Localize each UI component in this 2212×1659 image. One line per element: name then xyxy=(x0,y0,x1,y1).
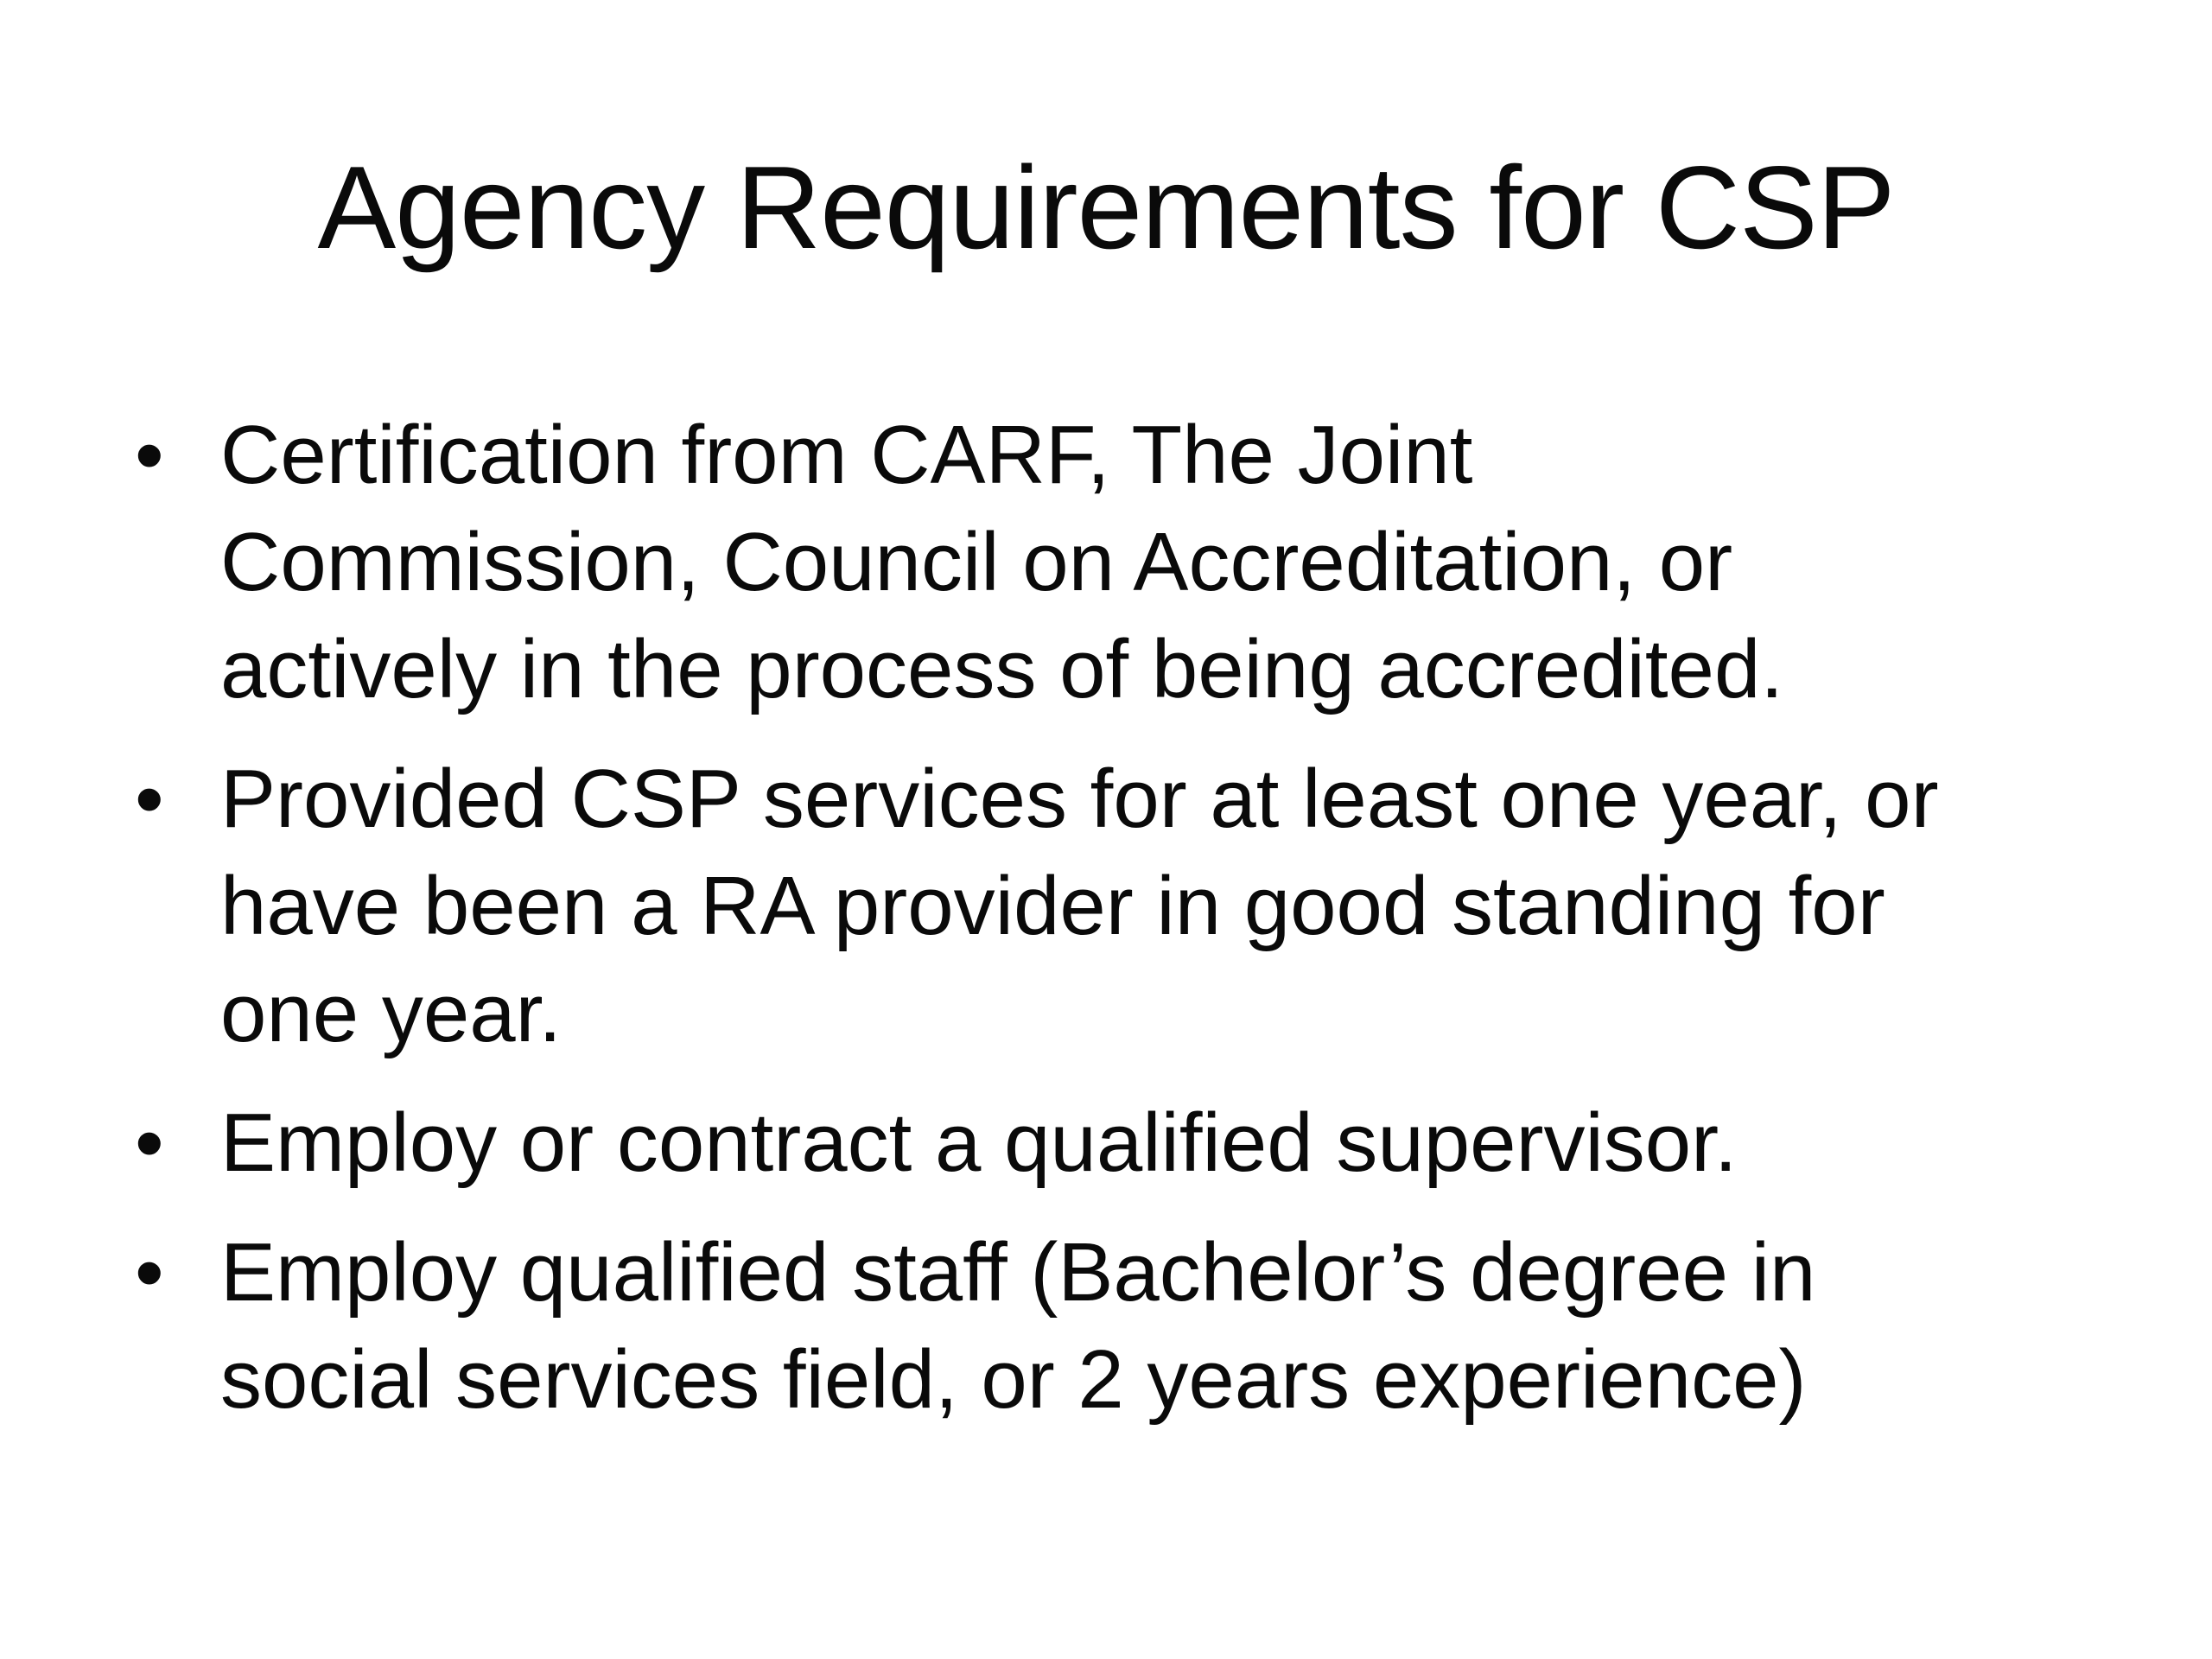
bullet-line: Certification from CARF, The Joint xyxy=(220,409,1473,501)
bullet-line: actively in the process of being accredited. xyxy=(220,623,1783,715)
bullet-line: Employ qualified staff (Bachelor’s degree in xyxy=(220,1226,1816,1319)
bullet-icon: • xyxy=(135,753,164,845)
slide-title: Agency Requirements for CSP xyxy=(317,142,1895,273)
bullet-item-supervisor xyxy=(130,1090,2117,1197)
bullet-line: Employ or contract a qualified supervisor. xyxy=(220,1096,1738,1189)
bullet-icon: • xyxy=(135,1096,164,1189)
bullet-icon: • xyxy=(135,1226,164,1319)
bullet-line: Commission, Council on Accreditation, or xyxy=(220,516,1733,608)
bullet-item-staff xyxy=(130,1219,2117,1433)
bullet-line: Provided CSP services for at least one year, or xyxy=(220,753,1939,845)
bullet-item-experience xyxy=(130,746,2117,1067)
bullet-list xyxy=(130,402,2117,1456)
bullet-line: social services field, or 2 years experience) xyxy=(220,1333,1807,1426)
bullet-item-certification xyxy=(130,402,2117,723)
bullet-icon: • xyxy=(135,409,164,501)
bullet-line: have been a RA provider in good standing for xyxy=(220,860,1885,952)
bullet-line: one year. xyxy=(220,967,562,1059)
